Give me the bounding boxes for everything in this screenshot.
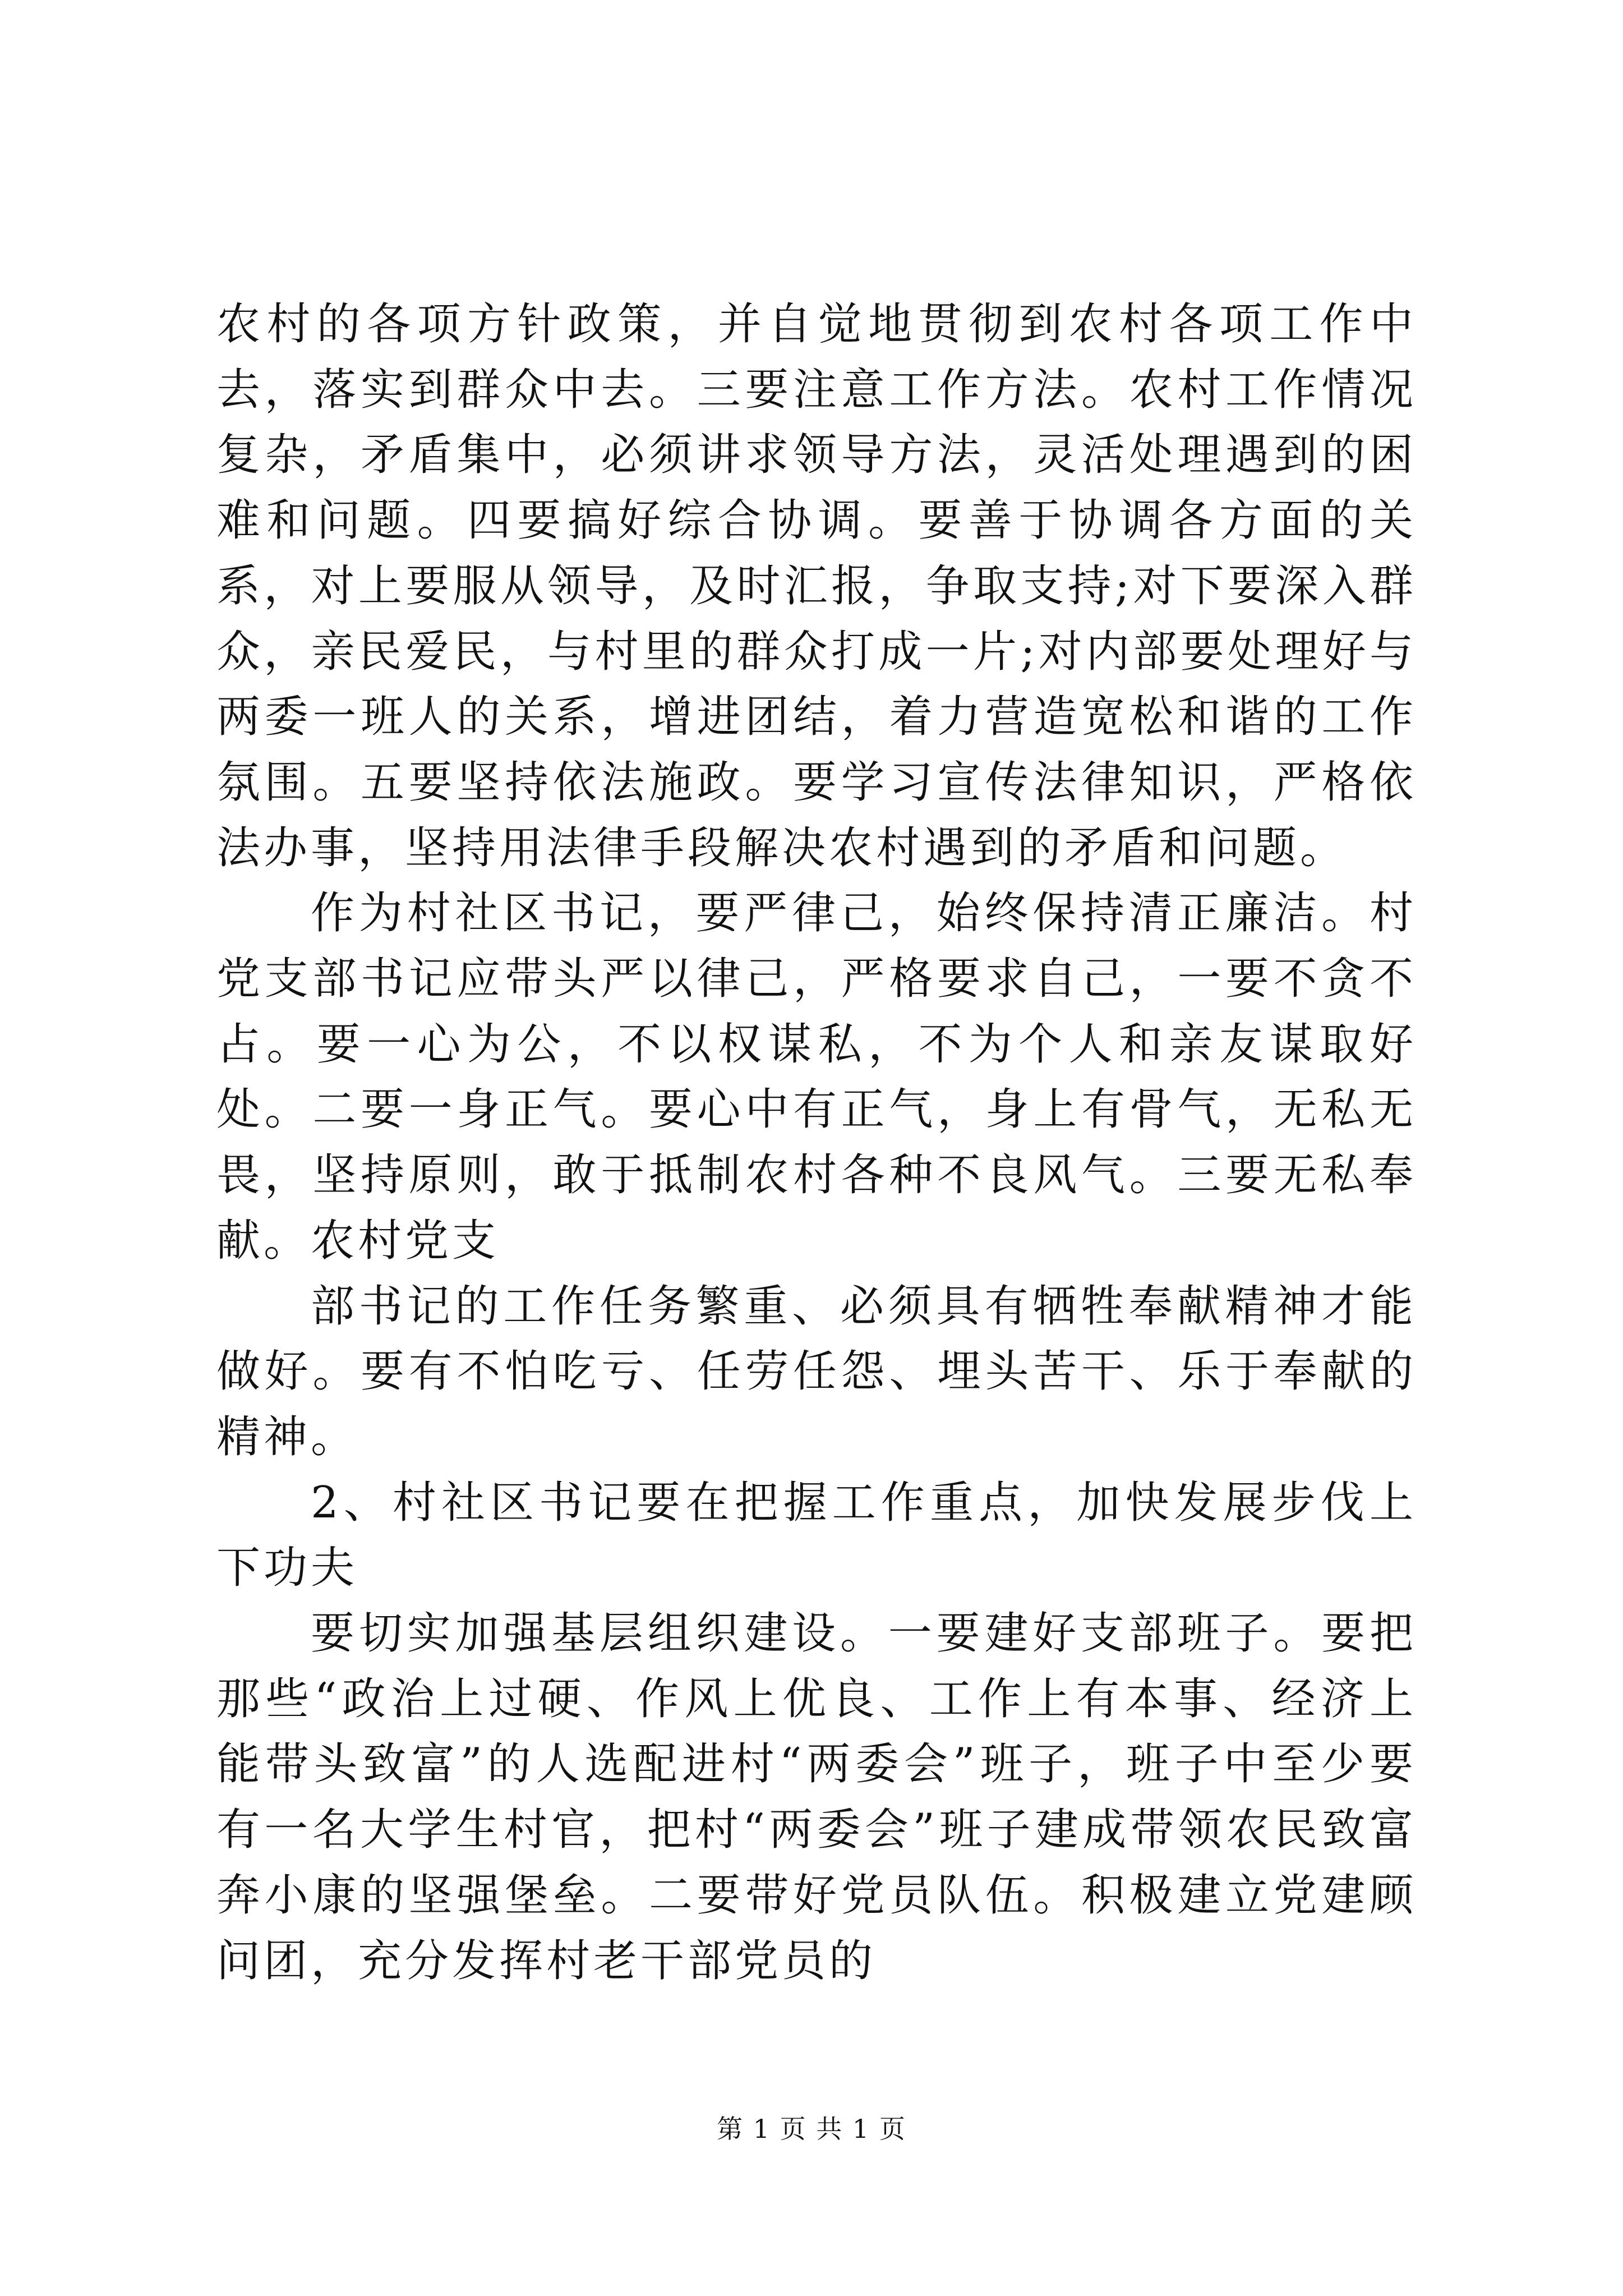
paragraph-4: 要切实加强基层组织建设。一要建好支部班子。要把那些“政治上过硬、作风上优良、工作上有本事、经济上能带头致富”的人选配进村“两委会”班子，班子中至少要有一名大学生村官，把村“两委会”班子建成带领农民致富奔小康的坚强堡垒。二要带好党员队伍。积极建立党建顾问团，充分发挥村老干部党员的 <box>216 1608 1417 1986</box>
paragraph-1: 农村的各项方针政策，并自觉地贯彻到农村各项工作中去，落实到群众中去。三要注意工作方法。农村工作情况复杂，矛盾集中，必须讲求领导方法，灵活处理遇到的困难和问题。四要搞好综合协调。要善于协调各方面的关系，对上要服从领导，及时汇报，争取支持;对下要深入群众，亲民爱民，与村里的群众打成一片;对内部要处理好与两委一班人的关系，增进团结，着力营造宽松和谐的工作氛围。五要坚持依法施政。要学习宣传法律知识，严格依法办事，坚持用法律手段解决农村遇到的矛盾和问题。 <box>216 299 1417 873</box>
document-body <box>216 292 1417 1994</box>
paragraph-3: 部书记的工作任务繁重、必须具有牺牲奉献精神才能做好。要有不怕吃亏、任劳任怨、埋头苦干、乐于奉献的精神。 <box>216 1281 1417 1462</box>
paragraph-2: 作为村社区书记，要严律己，始终保持清正廉洁。村党支部书记应带头严以律己，严格要求自己，一要不贪不占。要一心为公，不以权谋私，不为个人和亲友谋取好处。二要一身正气。要心中有正气，身上有骨气，无私无畏，坚持原则，敢于抵制农村各种不良风气。三要无私奉献。农村党支 <box>216 888 1417 1266</box>
page-footer: 第 1 页 共 1 页 <box>717 2114 906 2144</box>
section-heading: 2、村社区书记要在把握工作重点，加快发展步伐上下功夫 <box>216 1477 1417 1594</box>
